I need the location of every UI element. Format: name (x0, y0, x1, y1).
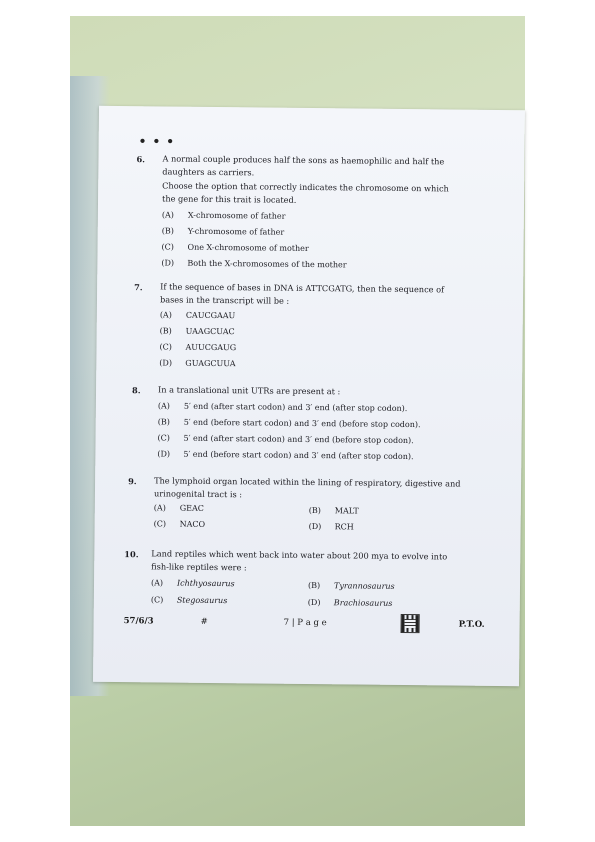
option-a (151, 577, 235, 589)
option-text: 5′ end (after start codon) and 3′ end (before stop codon). (183, 433, 414, 446)
option-label: (A) (153, 503, 166, 513)
question-paragraph: Land reptiles which went back into water about 200 mya to evolve into fish-like reptiles were : (151, 548, 448, 572)
option-c (151, 594, 228, 606)
option-label: (C) (150, 595, 164, 605)
option-label: (D) (159, 358, 173, 368)
option-text: CAUCGAAU (185, 310, 236, 321)
question-paragraph: If the sequence of bases in DNA is ATTCGATG, then the sequence of bases in the transcript will be : (159, 281, 445, 306)
hash-mark: # (200, 616, 208, 627)
option-a (160, 309, 236, 321)
option-label: (D) (307, 597, 321, 608)
option-label: (D) (161, 258, 175, 268)
option-label: (A) (161, 210, 174, 220)
option-text: Both the X-chromosomes of the mother (187, 258, 347, 270)
option-text: Y-chromosome of father (187, 226, 285, 237)
paper-code: 57/6/3 (123, 616, 154, 627)
option-text: AUUCGAUG (185, 342, 237, 353)
option-d (159, 357, 235, 369)
question-text (151, 547, 466, 577)
question-paragraph: The lymphoid organ located within the lining of respiratory, digestive and urinogenital tract is : (153, 475, 461, 499)
option-a (158, 400, 408, 414)
option-label: (B) (159, 326, 172, 336)
page-footer (94, 616, 520, 630)
option-text: MALT (334, 506, 359, 516)
option-text: NACO (179, 519, 206, 529)
option-label: (D) (308, 522, 322, 532)
option-text: 5′ end (after start codon) and 3′ end (after stop codon). (183, 401, 408, 414)
option-text: 5′ end (before start codon) and 3′ end (after stop codon). (183, 449, 414, 462)
option-label: (C) (153, 519, 167, 529)
option-c (159, 341, 236, 353)
question-number: 8. (131, 385, 141, 396)
option-b (309, 505, 359, 517)
option-label: (A) (157, 401, 170, 411)
question-number: 6. (136, 154, 146, 165)
exam-page (93, 106, 525, 686)
option-a (162, 209, 286, 221)
option-b (308, 580, 395, 592)
option-b (160, 325, 235, 337)
option-text: Tyrannosaurus (333, 581, 395, 591)
option-label: (B) (308, 506, 321, 516)
pto-label: P.T.O. (458, 619, 485, 630)
question-number: 7. (134, 282, 143, 293)
option-text: X-chromosome of father (187, 210, 286, 221)
option-text: RCH (334, 522, 354, 532)
option-text: GEAC (179, 503, 205, 513)
option-label: (C) (161, 242, 174, 252)
option-text: UAAGCUAC (185, 326, 235, 337)
question-paragraph: In a translational unit UTRs are present at : (158, 384, 341, 397)
page-number: 7 | P a g e (283, 617, 327, 629)
option-text: Stegosaurus (176, 595, 228, 606)
option-label: (A) (150, 578, 164, 588)
question-text (158, 383, 458, 401)
qr-code-icon (402, 615, 419, 632)
option-label: (D) (157, 449, 171, 459)
option-b (158, 416, 421, 430)
question-paragraph: Choose the option that correctly indicates the chromosome on which the gene for this trait is located. (162, 180, 449, 205)
option-text: One X-chromosome of mother (187, 242, 309, 253)
question-text (162, 152, 463, 209)
option-d (309, 521, 354, 532)
option-c (161, 241, 308, 254)
option-c (157, 432, 413, 446)
question-paragraph: A normal couple produces half the sons as haemophilic and half the daughters as carriers. (162, 153, 445, 177)
option-label: (B) (161, 226, 174, 236)
option-c (154, 518, 206, 530)
question-number: 9. (128, 476, 137, 487)
option-text: 5′ end (before start codon) and 3′ end (before stop codon). (183, 417, 421, 430)
option-b (162, 225, 285, 237)
option-text: Ichthyosaurus (176, 578, 235, 589)
option-label: (B) (307, 581, 321, 591)
option-label: (C) (159, 342, 172, 352)
question-text (154, 474, 469, 504)
option-text: GUAGCUUA (185, 358, 236, 369)
page-marker-dots: • • • (138, 134, 176, 149)
option-label: (A) (159, 310, 172, 320)
option-d (157, 448, 413, 462)
option-d (161, 257, 346, 270)
option-a (154, 502, 204, 514)
question-text (160, 280, 460, 310)
option-label: (B) (157, 417, 170, 427)
option-text: Brachiosaurus (333, 598, 393, 608)
option-label: (C) (157, 433, 170, 443)
question-number: 10. (124, 549, 139, 560)
option-d (308, 597, 393, 609)
